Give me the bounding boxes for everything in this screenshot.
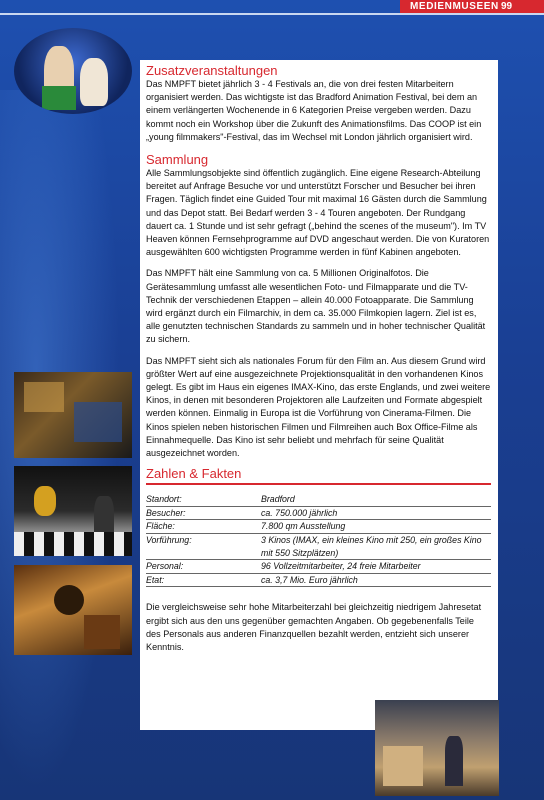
zahlen-fakten-heading: Zahlen & Fakten <box>146 466 242 482</box>
article-content <box>146 63 491 654</box>
fact-label: Standort: <box>146 494 182 505</box>
fact-row-vorfuehrung <box>146 534 491 560</box>
fact-value: ca. 750.000 jährlich <box>261 507 338 518</box>
facts-heading-rule <box>146 483 491 485</box>
fact-row-flaeche <box>146 520 491 534</box>
fact-label: Personal: <box>146 561 184 572</box>
fact-label: Vorführung: <box>146 535 192 546</box>
header-rule <box>0 13 544 15</box>
sammlung-paragraph-1: Alle Sammlungsobjekte sind öffentlich zugänglich. Eine eigene Research-Abteilung bereitet auf Anfrage Besuche vor und unterstützt Forscher und Besucher bei ihren Fragen. Täglich findet eine Guided Tour mit maximal 16 Gästen durch die Sammlung und das Depot statt. Bei Bedarf werden 3 - 4 Touren angeboten. Der Rundgang dauert ca. 1 Stunde und ist sehr gefragt („behind the scenes of the museum"). Im TV Heaven können Fernsehprogramme auf DVD angeschaut werden. Die von Kuratoren ausgewählten 600 wichtigsten Programme werden in fünf Kabinen angeboten. <box>146 168 490 258</box>
zusatzveranstaltungen-text: Das NMPFT bietet jährlich 3 - 4 Festivals an, die von drei festen Mitarbeitern organisiert werden. Das wichtigste ist das Bradford Animation Festival, bei dem an einem verlängerten Wochenende in 6 Kategorien Preise vergeben werden. Dazu kommt noch ein Workshop über die Zukunft des Animationsfilms. Das COOP ist ein „young filmmakers"-Festival, das im Wechsel mit London jährlich organisiert wird. <box>146 79 482 142</box>
sammlung-heading: Sammlung <box>146 152 209 168</box>
museum-visitors-photo <box>14 466 132 556</box>
sammlung-paragraph-3: Das NMPFT sieht sich als nationales Forum für den Film an. Aus diesem Grund wird größter Wert auf eine ausgezeichnete Projektionsqualität in den vorhandenen Kinos gelegt. Es gibt im Haus ein eigenes IMAX-Kino, das erste Englands, und zwei weitere Kinos, in denen mit besonderen Projektoren alle Laufzeiten und Formate abgespielt werden können. Einmalig in Europa ist die Vorführung von Cinerama-Filmen. Die Kinos spielen neben historischen Filmen und Filmreihen auch Box Office-Filme als Einnahmequelle. Das Kino ist sehr beliebt und mehrfach für seine Qualität ausgezeichnet worden. <box>146 355 491 459</box>
fact-value: Bradford <box>261 494 295 505</box>
sammlung-paragraph-2: Das NMPFT hält eine Sammlung von ca. 5 Millionen Originalfotos. Die Gerätesammlung umfasst alle wesentlichen Foto- und Filmapparate und die TV-Technik der verschiedenen Etappen – allein 40.000 Fotoapparate. Die Sammlung wird ergänzt durch ein Filmarchiv, in dem ca. 35.000 Filmkopien lagern. Ziel ist es, alle genutzten technischen Standards zu sammeln und in hoher technischer Qualität zu sichern. <box>146 268 486 345</box>
section-title: MEDIENMUSEEN <box>410 1 499 12</box>
fact-row-etat <box>146 574 491 588</box>
film-equipment-photo <box>14 565 132 655</box>
fact-row-standort <box>146 493 491 507</box>
fact-row-personal <box>146 560 491 574</box>
fact-value: 7.800 qm Ausstellung <box>261 521 346 532</box>
zusatzveranstaltungen-heading: Zusatzveranstaltungen <box>146 63 278 78</box>
fact-row-besucher <box>146 507 491 521</box>
closing-paragraph: Die vergleichsweise sehr hohe Mitarbeiterzahl bei gleichzeitig niedrigem Jahresetat ergibt sich aus den uns gegenüber gemachten Angaben. Ob gegebenenfalls Teile des Personals aus anderen Finanzquellen bezahlt werden, entzieht sich unserer Kenntnis. <box>146 602 482 653</box>
fact-value: ca. 3,7 Mio. Euro jährlich <box>261 574 358 585</box>
museum-exhibition-photo <box>14 372 132 458</box>
fact-label: Etat: <box>146 574 165 585</box>
page-number: 99 <box>501 1 513 12</box>
facts-table <box>146 493 491 587</box>
fact-value: 3 Kinos (IMAX, ein kleines Kino mit 250, ein großes Kino mit 550 Sitzplätzen) <box>261 535 482 558</box>
wallace-and-gromit-photo <box>14 28 132 114</box>
fact-label: Fläche: <box>146 521 175 532</box>
fact-label: Besucher: <box>146 507 186 518</box>
fact-value: 96 Vollzeitmitarbeiter, 24 freie Mitarbeiter <box>261 561 421 572</box>
museum-shop-photo <box>375 700 499 796</box>
